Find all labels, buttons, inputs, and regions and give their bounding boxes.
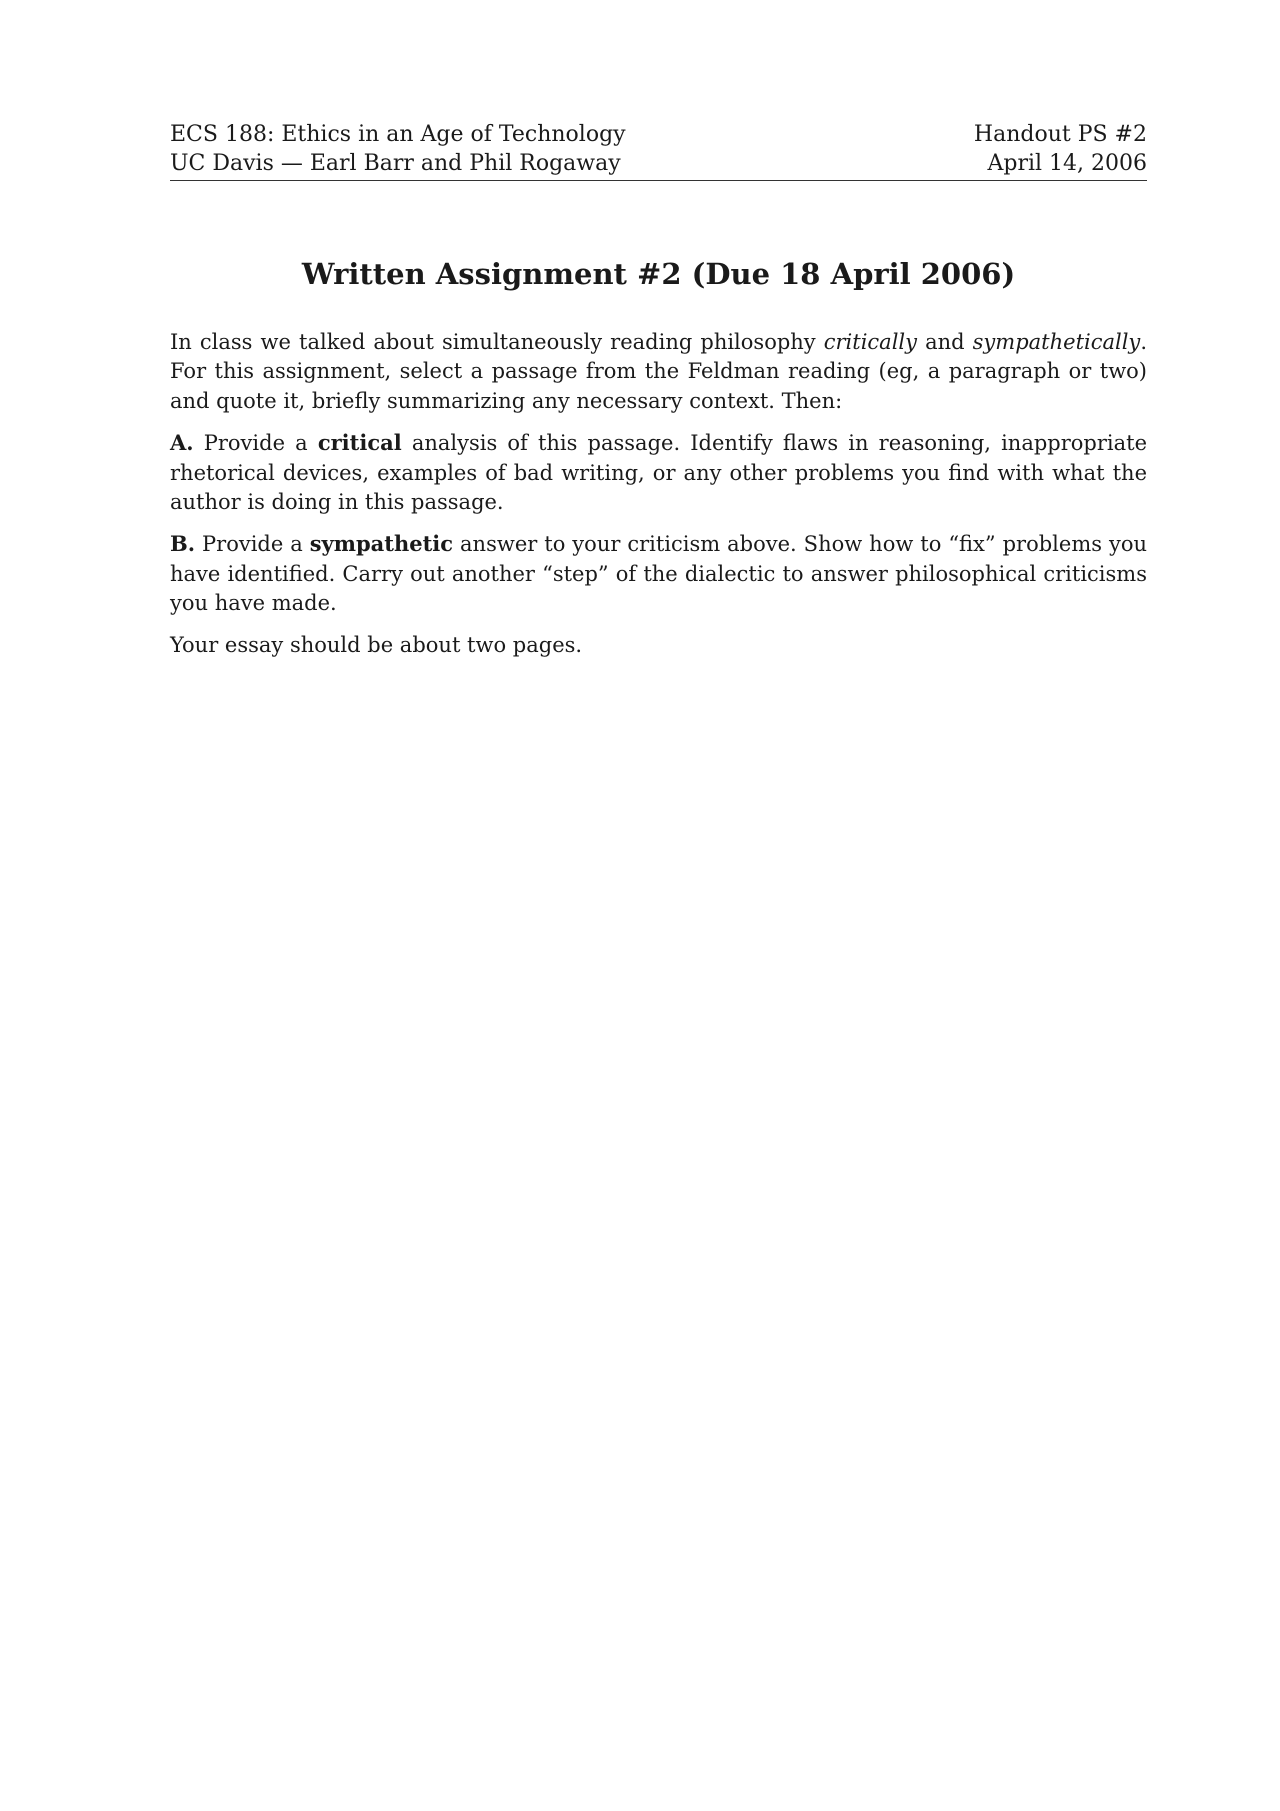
part-a-label: A. — [170, 430, 194, 456]
intro-paragraph — [170, 328, 1147, 416]
part-b-paragraph — [170, 529, 1147, 618]
closing-paragraph: Your essay should be about two pages. — [170, 632, 583, 657]
part-a-text-2: analysis of this passage. Identify flaws in reasoning, inappropriate rhetorical devices, examples of bad writing, or any other problems you find with what the author is doing in this passage. — [170, 431, 1148, 515]
part-a-paragraph — [170, 428, 1147, 517]
header-row-2 — [170, 149, 1147, 178]
part-b-keyword: sympathetic — [309, 531, 454, 557]
part-a-keyword: critical — [317, 430, 402, 456]
assignment-title: Written Assignment #2 (Due 18 April 2006) — [301, 257, 1016, 291]
assignment-body — [170, 328, 1147, 672]
intro-text-2: and — [917, 330, 973, 354]
header-row-1 — [170, 120, 1147, 149]
handout-date: April 14, 2006 — [987, 151, 1147, 176]
part-b-text-1: Provide a — [195, 532, 310, 557]
instructors: UC Davis — Earl Barr and Phil Rogaway — [170, 151, 621, 176]
handout-number: Handout PS #2 — [973, 122, 1147, 147]
header-divider — [170, 180, 1147, 181]
page-header — [170, 120, 1147, 178]
part-b-label: B. — [170, 531, 196, 557]
intro-text-1: In class we talked about simultaneously reading philosophy — [170, 330, 824, 354]
intro-text-3: . For this assignment, select a passage from the Feldman reading (eg, a paragraph or two) and quote it, briefly summarizing any necessary context. Then: — [170, 330, 1147, 413]
intro-emphasis-critically: critically — [823, 330, 917, 354]
intro-emphasis-sympathetically: sympathetically — [972, 330, 1141, 354]
part-a-text-1: Provide a — [193, 431, 318, 456]
part-b-text-2: answer to your criticism above. Show how to “fix” problems you have identified. Carry out another “step” of the dialectic to answer philosophical criticisms you have made. — [170, 532, 1147, 616]
course-title: ECS 188: Ethics in an Age of Technology — [170, 122, 626, 147]
